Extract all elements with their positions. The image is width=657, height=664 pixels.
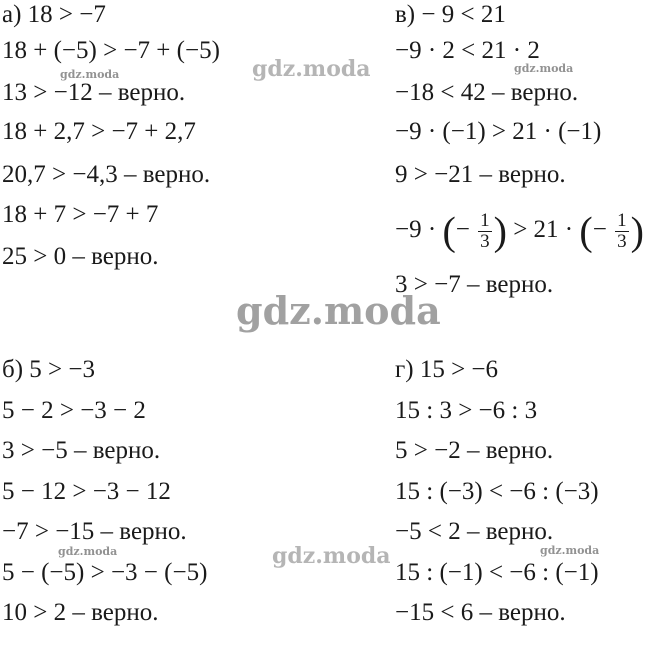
watermark: gdz.moda (58, 545, 118, 558)
line-a-2: 13 > −12 – верно. (2, 79, 186, 106)
paren-close-2: ) (630, 208, 644, 254)
line-b-6: 10 > 2 – верно. (2, 599, 159, 626)
line-v-last: 3 > −7 – верно. (395, 271, 554, 298)
fraction-1-denominator: 3 (480, 230, 490, 252)
line-v-frac (395, 208, 644, 252)
frac-line-middle: > 21 · (513, 216, 574, 243)
line-b-4: −7 > −15 – верно. (2, 518, 187, 545)
line-g-6: −15 < 6 – верно. (395, 599, 566, 626)
line-g-0: г) 15 > −6 (395, 356, 499, 383)
watermark: gdz.moda (272, 543, 391, 569)
line-g-4: −5 < 2 – верно. (395, 518, 554, 545)
line-g-5: 15 : (−1) < −6 : (−1) (395, 559, 599, 586)
line-a-3: 18 + 2,7 > −7 + 2,7 (2, 118, 196, 145)
line-v-4: 9 > −21 – верно. (395, 161, 566, 188)
line-b-3: 5 − 12 > −3 − 12 (2, 478, 171, 505)
paren-open: ( (442, 208, 456, 254)
line-g-1: 15 : 3 > −6 : 3 (395, 397, 538, 424)
watermark: gdz.moda (514, 62, 574, 75)
frac-minus-1: − (455, 216, 470, 243)
line-b-5: 5 − (−5) > −3 − (−5) (2, 559, 208, 586)
fraction-2-denominator: 3 (617, 230, 627, 252)
line-a-1: 18 + (−5) > −7 + (−5) (2, 37, 220, 64)
line-b-1: 5 − 2 > −3 − 2 (2, 397, 146, 424)
fraction-2 (615, 211, 629, 252)
line-a-0: а) 18 > −7 (2, 1, 106, 28)
paren-open-2: ( (579, 208, 593, 254)
line-v-0: в) − 9 < 21 (395, 1, 506, 28)
line-b-2: 3 > −5 – верно. (2, 437, 161, 464)
line-v-1: −9 · 2 < 21 · 2 (395, 37, 540, 64)
watermark: gdz.moda (60, 68, 120, 81)
fraction-1-numerator: 1 (480, 209, 490, 231)
watermark: gdz.moda (252, 56, 371, 82)
line-v-3: −9 · (−1) > 21 · (−1) (395, 118, 602, 145)
paren-close: ) (493, 208, 507, 254)
frac-line-left: −9 · (395, 216, 437, 243)
watermark: gdz.moda (540, 544, 600, 557)
line-v-2: −18 < 42 – верно. (395, 79, 579, 106)
line-a-6: 25 > 0 – верно. (2, 243, 159, 270)
watermark: gdz.moda (236, 288, 441, 333)
line-g-2: 5 > −2 – верно. (395, 437, 554, 464)
frac-minus-2: − (592, 216, 607, 243)
line-g-3: 15 : (−3) < −6 : (−3) (395, 478, 599, 505)
line-a-5: 18 + 7 > −7 + 7 (2, 201, 159, 228)
fraction-2-numerator: 1 (617, 209, 627, 231)
line-b-0: б) 5 > −3 (2, 356, 95, 383)
line-a-4: 20,7 > −4,3 – верно. (2, 161, 211, 188)
fraction-1 (478, 211, 492, 252)
